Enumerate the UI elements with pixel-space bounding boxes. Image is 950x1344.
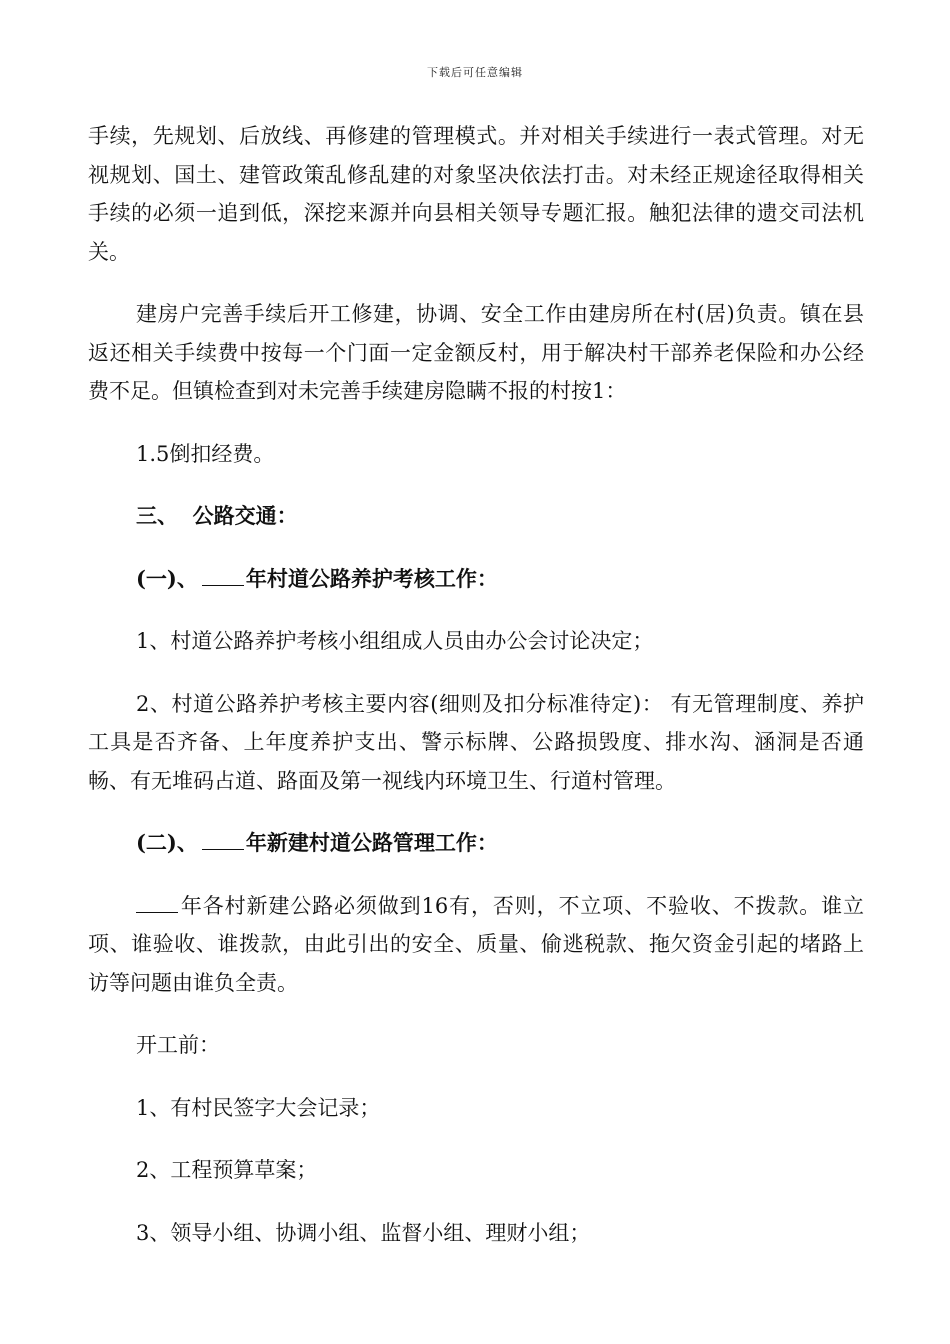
year-blank: [202, 831, 244, 850]
list-item-members: 1、村道公路养护考核小组组成人员由办公会讨论决定；: [136, 629, 654, 653]
subsection-title: 年村道公路养护考核工作：: [245, 565, 498, 591]
list-item-groups: 3、领导小组、协调小组、监督小组、理财小组；: [136, 1220, 591, 1245]
paragraph-permits: 手续，先规划、后放线、再修建的管理模式。并对相关手续进行一表式管理。对无视规划、国土、建管政策乱修乱建的对象坚决依法打击。对未经正规途径取得相关手续的必须一追到低，深挖来源并向县相关领导专题汇报。触犯法律的遗交司法机关。: [88, 124, 864, 264]
paragraph-construction: 建房户完善手续后开工修建，协调、安全工作由建房所在村(居)负责。镇在县返还相关手续费中按每一个门面一定金额反村，用于解决村干部养老保险和办公经费不足。但镇检查到对未完善手续建房隐瞒不报的村按1：: [88, 302, 864, 403]
list-item-meeting-record: 1、有村民签字大会记录；: [136, 1095, 381, 1120]
page-header: 下载后可任意编辑: [427, 66, 523, 79]
paragraph-new-roads-text: 年各村新建公路必须做到16有，否则，不立项、不验收、不拨款。谁立项、谁验收、谁拨款，由此引出的安全、质量、偷逃税款、拖欠资金引起的堵路上访等问题由谁负全责。: [88, 893, 864, 995]
document-body: [88, 117, 864, 1276]
subsection-number: (二)、: [136, 830, 198, 855]
subsection-heading-maintenance: [88, 560, 864, 599]
paragraph-before-start: 开工前：: [136, 1033, 220, 1057]
list-item-budget-draft: 2、工程预算草案；: [136, 1158, 318, 1182]
subsection-number: (一)、: [136, 565, 198, 591]
section-heading-road-traffic: 三、 公路交通：: [136, 503, 298, 528]
paragraph-deduction: 1.5倒扣经费。: [136, 441, 275, 466]
year-blank: [136, 894, 178, 913]
paragraph-new-roads: [88, 887, 864, 1003]
list-item-contents: 2、村道公路养护考核主要内容(细则及扣分标准待定)： 有无管理制度、养护工具是否齐备、上年度养护支出、警示标牌、公路损毁度、排水沟、涵洞是否通畅、有无堆码占道、路面及第一视线内环境卫生、行道村管理。: [88, 691, 864, 793]
subsection-heading-new-roads: [88, 824, 864, 863]
subsection-title: 年新建村道公路管理工作：: [245, 830, 498, 855]
year-blank: [202, 567, 244, 586]
